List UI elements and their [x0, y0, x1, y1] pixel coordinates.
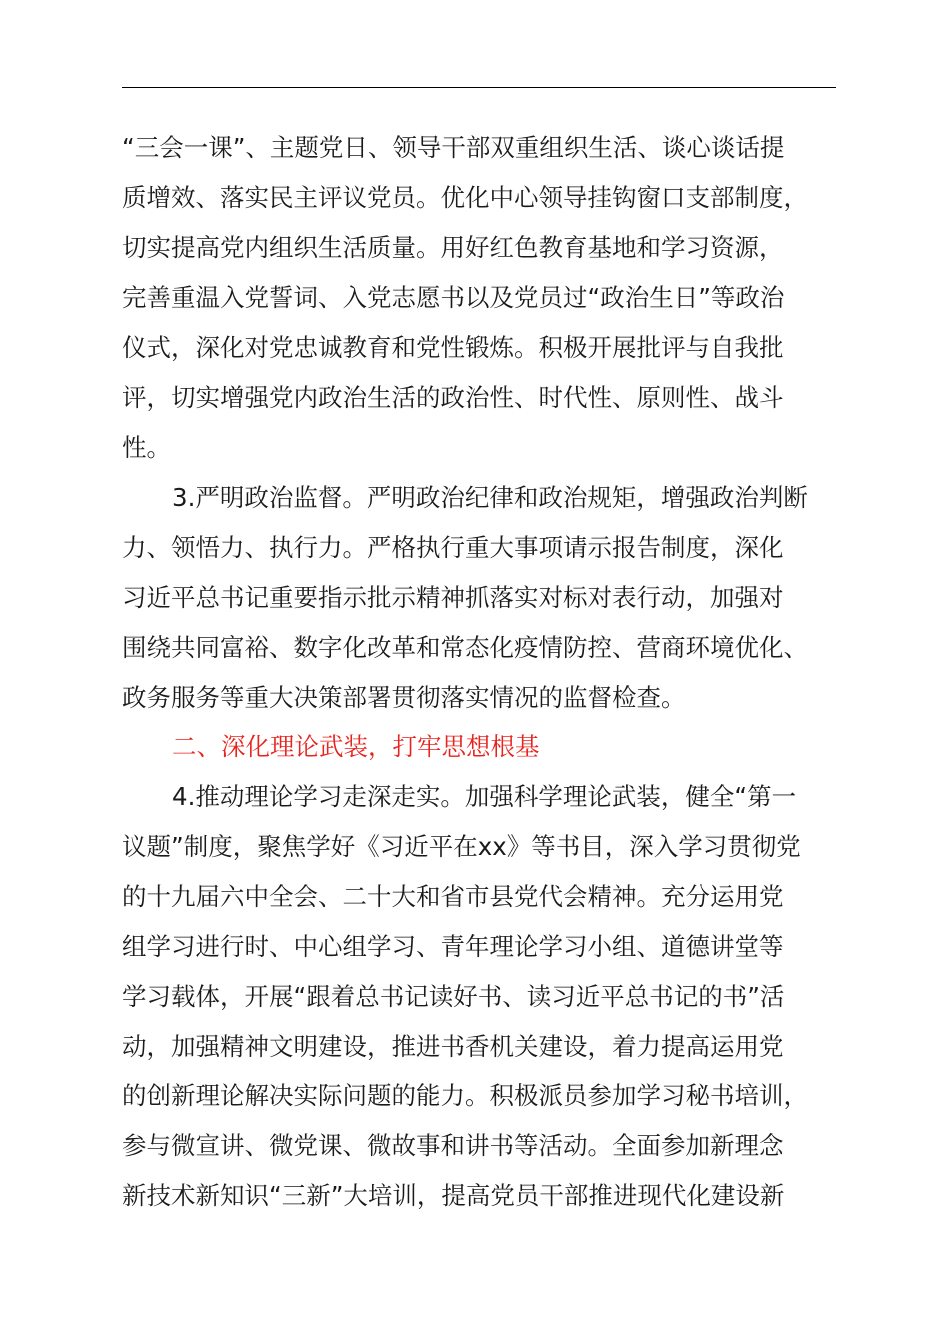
paragraph-line: “三会一课”、主题党日、领导干部双重组织生活、谈心谈话提: [122, 133, 785, 162]
paragraph-line: 组学习进行时、中心组学习、青年理论学习小组、道德讲堂等: [122, 932, 784, 961]
paragraph-line: 动，加强精神文明建设，推进书香机关建设，着力提高运用党: [122, 1032, 784, 1061]
paragraph-line: 围绕共同富裕、数字化改革和常态化疫情防控、营商环境优化、: [122, 633, 808, 662]
paragraph-line: 的创新理论解决实际问题的能力。积极派员参加学习秘书培训，: [122, 1081, 808, 1110]
paragraph-line: 学习载体，开展“跟着总书记读好书、读习近平总书记的书”活: [122, 982, 785, 1011]
header-rule: [122, 87, 836, 88]
paragraph-line: 性。: [122, 433, 171, 462]
paragraph-line: 参与微宣讲、微党课、微故事和讲书等活动。全面参加新理念: [122, 1131, 784, 1160]
paragraph-line: 切实提高党内组织生活质量。用好红色教育基地和学习资源，: [122, 233, 784, 262]
paragraph-line: 力、领悟力、执行力。严格执行重大事项请示报告制度，深化: [122, 533, 784, 562]
paragraph-line: 仪式，深化对党忠诚教育和党性锻炼。积极开展批评与自我批: [122, 333, 784, 362]
paragraph-line: 评，切实增强党内政治生活的政治性、时代性、原则性、战斗: [122, 383, 784, 412]
paragraph-line: 新技术新知识“三新”大培训，提高党员干部推进现代化建设新: [122, 1181, 785, 1210]
paragraph-line: 议题”制度，聚焦学好《习近平在xx》等书目，深入学习贯彻党: [122, 832, 801, 861]
section-heading: 二、深化理论武装，打牢思想根基: [172, 732, 540, 761]
paragraph-line: 质增效、落实民主评议党员。优化中心领导挂钩窗口支部制度，: [122, 183, 808, 212]
item-4-first-line: 4.推动理论学习走深走实。加强科学理论武装，健全“第一: [172, 782, 797, 811]
paragraph-line: 习近平总书记重要指示批示精神抓落实对标对表行动，加强对: [122, 583, 784, 612]
paragraph-line: 完善重温入党誓词、入党志愿书以及党员过“政治生日”等政治: [122, 283, 785, 312]
paragraph-line: 的十九届六中全会、二十大和省市县党代会精神。充分运用党: [122, 882, 784, 911]
item-3-first-line: 3.严明政治监督。严明政治纪律和政治规矩，增强政治判断: [172, 483, 808, 512]
paragraph-line: 政务服务等重大决策部署贯彻落实情况的监督检查。: [122, 683, 686, 712]
